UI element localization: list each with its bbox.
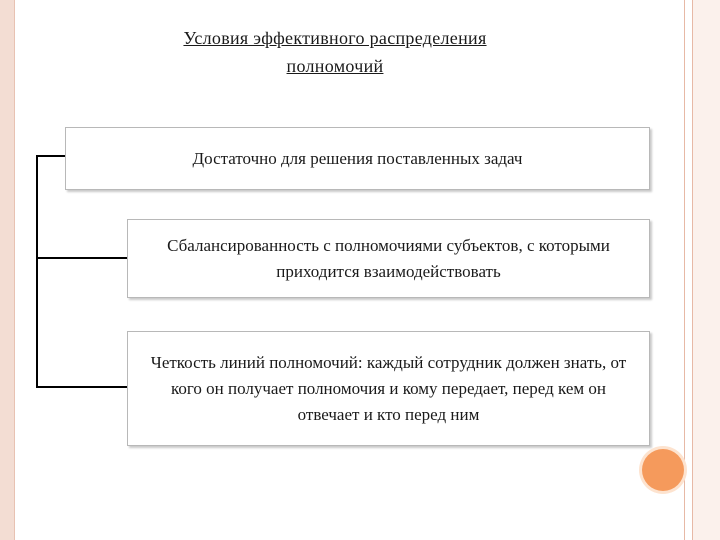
- condition-box-1: [65, 127, 650, 190]
- connector-branch-2: [36, 257, 128, 259]
- slide-title-line-2: полномочий: [286, 56, 384, 76]
- connector-vertical: [36, 155, 38, 388]
- condition-text-3: Четкость линий полномочий: каждый сотрудник должен знать, от кого он получает полномочия и кому передает, перед кем он отвечает и кто перед ним: [150, 352, 627, 424]
- slide-title: [100, 24, 570, 80]
- connector-branch-1: [36, 155, 66, 157]
- condition-box-2: [127, 219, 650, 298]
- condition-box-3: [127, 331, 650, 446]
- condition-text-1: Достаточно для решения поставленных задач: [192, 148, 523, 168]
- decorative-circle: [642, 449, 684, 491]
- slide-frame-left: [0, 0, 15, 540]
- connector-branch-3: [36, 386, 128, 388]
- slide-frame-right-line: [684, 0, 685, 540]
- slide-frame-right: [693, 0, 720, 540]
- condition-text-2: Сбалансированность с полномочиями субъектов, с которыми приходится взаимодействовать: [167, 235, 610, 281]
- slide-title-line-1: Условия эффективного распределения: [183, 28, 487, 48]
